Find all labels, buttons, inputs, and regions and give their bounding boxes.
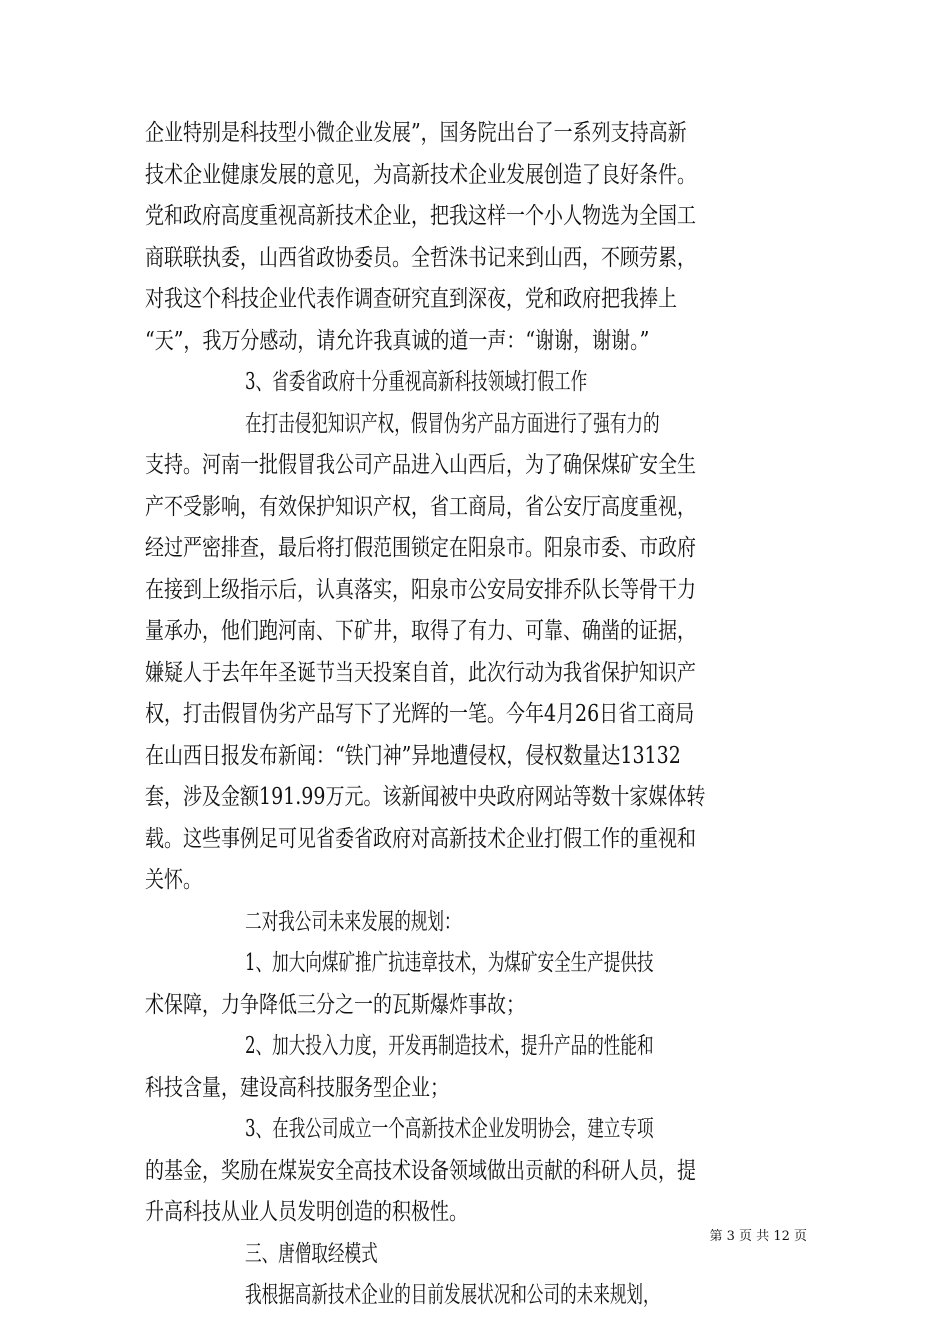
paragraph-line: 企业特别是科技型小微企业发展”，国务院出台了一系列支持高新 xyxy=(145,120,687,146)
paragraph-line: 升高科技从业人员发明创造的积极性。 xyxy=(145,1199,468,1225)
paragraph-line: 权，打击假冒伪劣产品写下了光辉的一笔。今年4月26日省工商局 xyxy=(145,701,695,727)
paragraph-line: 对我这个科技企业代表作调查研究直到深夜，党和政府把我捧上 xyxy=(145,286,677,312)
paragraph-line: “天”，我万分感动，请允许我真诚的道一声：“谢谢，谢谢。” xyxy=(145,328,650,354)
paragraph-line: 关怀。 xyxy=(145,867,202,893)
section-heading: 三、唐僧取经模式 xyxy=(245,1241,378,1267)
paragraph-line: 商联联执委，山西省政协委员。全哲洙书记来到山西，不顾劳累， xyxy=(145,245,696,271)
section-heading: 二对我公司未来发展的规划： xyxy=(245,909,461,935)
paragraph-line: 在打击侵犯知识产权，假冒伪劣产品方面进行了强有力的 xyxy=(245,411,660,437)
paragraph-line: 量承办，他们跑河南、下矿井，取得了有力、可靠、确凿的证据， xyxy=(145,618,696,644)
list-item: 2、加大投入力度，开发再制造技术，提升产品的性能和 xyxy=(245,1033,654,1059)
paragraph-line: 载。这些事例足可见省委省政府对高新技术企业打假工作的重视和 xyxy=(145,826,696,852)
paragraph-line: 嫌疑人于去年年圣诞节当天投案自首，此次行动为我省保护知识产 xyxy=(145,660,696,686)
list-item: 3、在我公司成立一个高新技术企业发明协会，建立专项 xyxy=(245,1116,654,1142)
paragraph-line: 技术企业健康发展的意见，为高新技术企业发展创造了良好条件。 xyxy=(145,162,696,188)
paragraph-line: 在接到上级指示后，认真落实，阳泉市公安局安排乔队长等骨干力 xyxy=(145,577,696,603)
paragraph-line: 支持。河南一批假冒我公司产品进入山西后，为了确保煤矿安全生 xyxy=(145,452,696,478)
paragraph-line: 套，涉及金额191.99万元。该新闻被中央政府网站等数十家媒体转 xyxy=(145,784,706,810)
paragraph-line: 党和政府高度重视高新技术企业，把我这样一个小人物选为全国工 xyxy=(145,203,696,229)
list-item: 1、加大向煤矿推广抗违章技术，为煤矿安全生产提供技 xyxy=(245,950,654,976)
paragraph-line: 我根据高新技术企业的目前发展状况和公司的未来规划， xyxy=(245,1282,660,1308)
section-heading: 3、省委省政府十分重视高新科技领域打假工作 xyxy=(245,369,588,395)
paragraph-line: 术保障，力争降低三分之一的瓦斯爆炸事故； xyxy=(145,992,525,1018)
page-number: 第 3 页 共 12 页 xyxy=(709,1229,807,1244)
paragraph-line: 经过严密排查，最后将打假范围锁定在阳泉市。阳泉市委、市政府 xyxy=(145,535,696,561)
paragraph-line: 科技含量，建设高科技服务型企业； xyxy=(145,1075,449,1101)
paragraph-line: 产不受影响，有效保护知识产权，省工商局，省公安厅高度重视， xyxy=(145,494,696,520)
paragraph-line: 在山西日报发布新闻：“铁门神”异地遭侵权，侵权数量达13132 xyxy=(145,743,681,769)
paragraph-line: 的基金，奖励在煤炭安全高技术设备领域做出贡献的科研人员，提 xyxy=(145,1158,696,1184)
